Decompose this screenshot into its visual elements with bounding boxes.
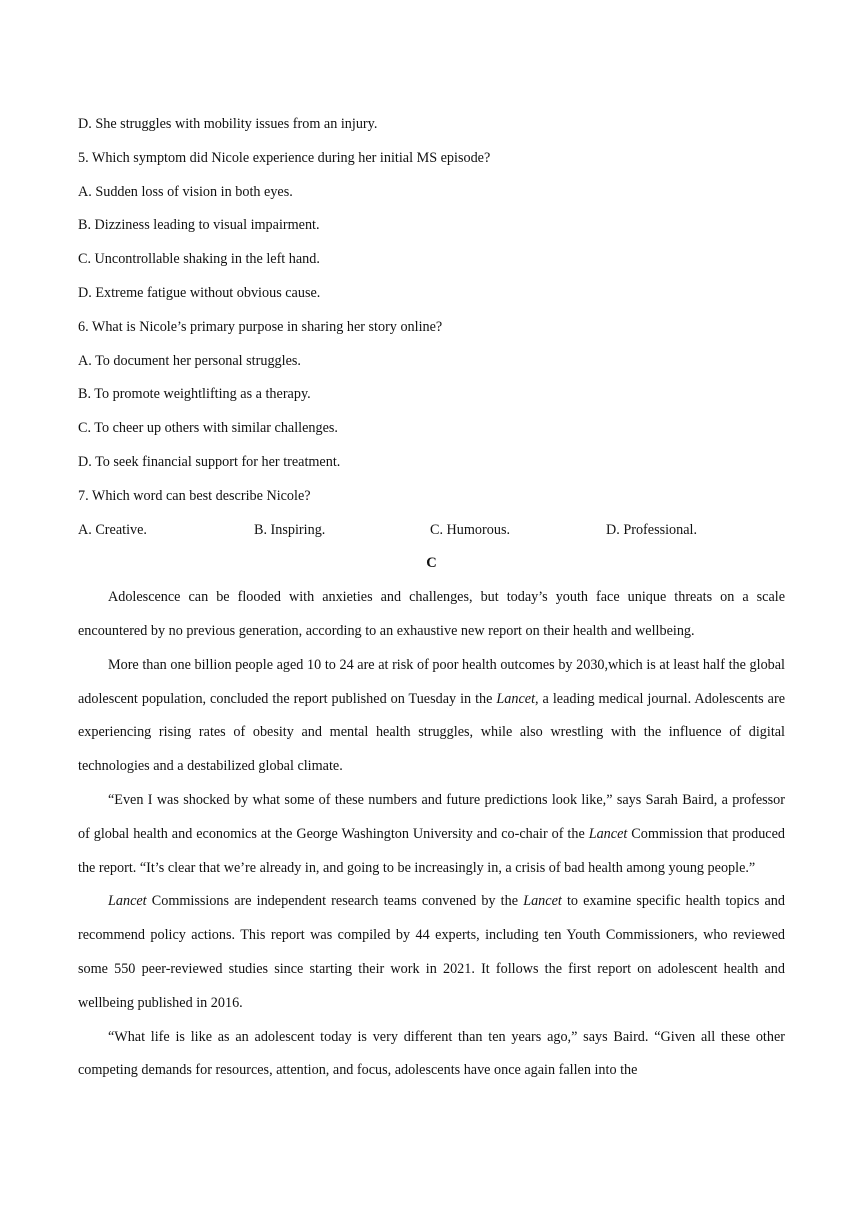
paragraph-4-text-a: Commissions are independent research teams convened by the <box>146 893 524 910</box>
paragraph-4 <box>78 885 785 1020</box>
q7-option-c: C. Humorous. <box>430 521 511 538</box>
q7-option-a: A. Creative. <box>78 521 147 538</box>
q6-option-b: B. To promote weightlifting as a therapy. <box>78 386 311 403</box>
paragraph-2-journal-name: Lancet <box>496 690 536 707</box>
paragraph-3-text-a: “Even I was shocked by what some of these numbers and future predictions look like,” says Sarah Baird, a professor of global health and economics at the George Washington University and co-chair of the <box>78 791 785 842</box>
paragraph-3 <box>78 784 785 885</box>
q5-option-a: A. Sudden loss of vision in both eyes. <box>78 183 293 200</box>
q5-option-c: C. Uncontrollable shaking in the left hand. <box>78 251 320 268</box>
paragraph-3-journal-name: Lancet <box>588 825 628 842</box>
q5-option-d: D. Extreme fatigue without obvious cause. <box>78 284 321 301</box>
paragraph-2-text-b: , a leading medical journal. Adolescents are experiencing rising rates of obesity and mental health struggles, while also wrestling with the influence of digital technologies and a destabilized global climate. <box>78 690 785 775</box>
q6-option-a: A. To document her personal struggles. <box>78 352 301 369</box>
paragraph-3-text-b: Commission that produced the report. “It’s clear that we’re already in, and going to be increasingly in, a crisis of bad health among young people.” <box>78 825 785 876</box>
q5-stem: 5. Which symptom did Nicole experience during her initial MS episode? <box>78 149 491 166</box>
q7-option-d: D. Professional. <box>606 521 698 538</box>
q7-option-b: B. Inspiring. <box>254 521 326 538</box>
paragraph-4-journal-name-1: Lancet <box>108 893 147 910</box>
q6-option-d: D. To seek financial support for her treatment. <box>78 453 341 470</box>
q4-option-d: D. She struggles with mobility issues from an injury. <box>78 116 378 132</box>
paragraph-4-journal-name-2: Lancet <box>523 893 562 910</box>
document-page <box>78 108 785 1088</box>
paragraph-5: “What life is like as an adolescent today is very different than ten years ago,” says Baird. “Given all these other competing demands for resources, attention, and focus, adolescents have once again fallen into the <box>78 1028 785 1079</box>
paragraph-1: Adolescence can be flooded with anxieties and challenges, but today’s youth face unique threats on a scale encountered by no previous generation, according to an exhaustive new report on their health and wellbeing. <box>78 589 785 639</box>
q6-stem: 6. What is Nicole’s primary purpose in sharing her story online? <box>78 318 443 335</box>
q5-option-b: B. Dizziness leading to visual impairment. <box>78 217 320 234</box>
paragraph-2-text-a: More than one billion people aged 10 to 24 are at risk of poor health outcomes by 2030,which is at least half the global adolescent population, concluded the report published on Tuesday in the <box>78 656 785 707</box>
q7-options <box>78 514 785 548</box>
q6-option-c: C. To cheer up others with similar challenges. <box>78 420 338 437</box>
q7-stem: 7. Which word can best describe Nicole? <box>78 487 311 504</box>
paragraph-2 <box>78 649 785 784</box>
section-heading: C <box>426 555 437 572</box>
paragraph-4-text-b: to examine specific health topics and recommend policy actions. This report was compiled by 44 experts, including ten Youth Commissioners, who reviewed some 550 peer-reviewed studies since starting their work in 2021. It follows the first report on adolescent health and wellbeing published in 2016. <box>78 893 785 1011</box>
